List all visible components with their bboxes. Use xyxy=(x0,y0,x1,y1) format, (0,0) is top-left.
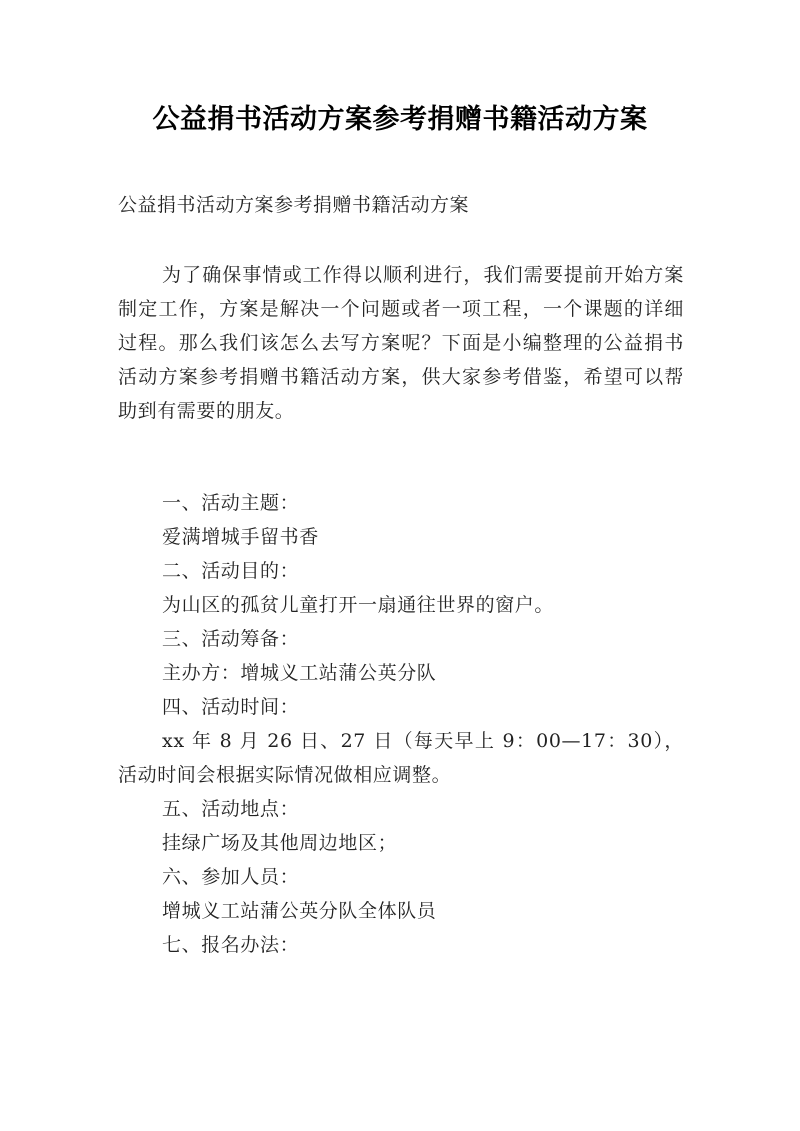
section-heading-time: 四、活动时间： xyxy=(162,696,300,718)
section-heading-theme: 一、活动主题： xyxy=(162,492,300,514)
section-heading-purpose: 二、活动目的： xyxy=(162,560,300,582)
document-title: 公益捐书活动方案参考捐赠书籍活动方案 xyxy=(152,104,648,135)
section-text-theme: 爱满增城手留书香 xyxy=(162,526,319,548)
section-text-participants: 增城义工站蒲公英分队全体队员 xyxy=(162,900,437,922)
body-lines xyxy=(118,486,684,962)
section-text-purpose: 为山区的孤贫儿童打开一扇通往世界的窗户。 xyxy=(162,594,555,616)
section-text-location: 挂绿广场及其他周边地区； xyxy=(162,832,398,854)
section-heading-preparation: 三、活动筹备： xyxy=(162,628,300,650)
section-text-time: xx 年 8 月 26 日、27 日（每天早上 9：00—17：30），活动时间会根据实际情况做相应调整。 xyxy=(118,730,684,786)
intro-paragraph: 为了确保事情或工作得以顺利进行，我们需要提前开始方案制定工作，方案是解决一个问题或者一项工程，一个课题的详细过程。那么我们该怎么去写方案呢？下面是小编整理的公益捐书活动方案参考捐赠书籍活动方案，供大家参考借鉴，希望可以帮助到有需要的朋友。 xyxy=(118,264,684,422)
section-text-organizer: 主办方：增城义工站蒲公英分队 xyxy=(162,662,437,684)
section-heading-participants: 六、参加人员： xyxy=(162,866,300,888)
section-heading-registration: 七、报名办法： xyxy=(162,934,300,956)
document-subtitle: 公益捐书活动方案参考捐赠书籍活动方案 xyxy=(118,194,470,216)
section-heading-location: 五、活动地点： xyxy=(162,798,300,820)
